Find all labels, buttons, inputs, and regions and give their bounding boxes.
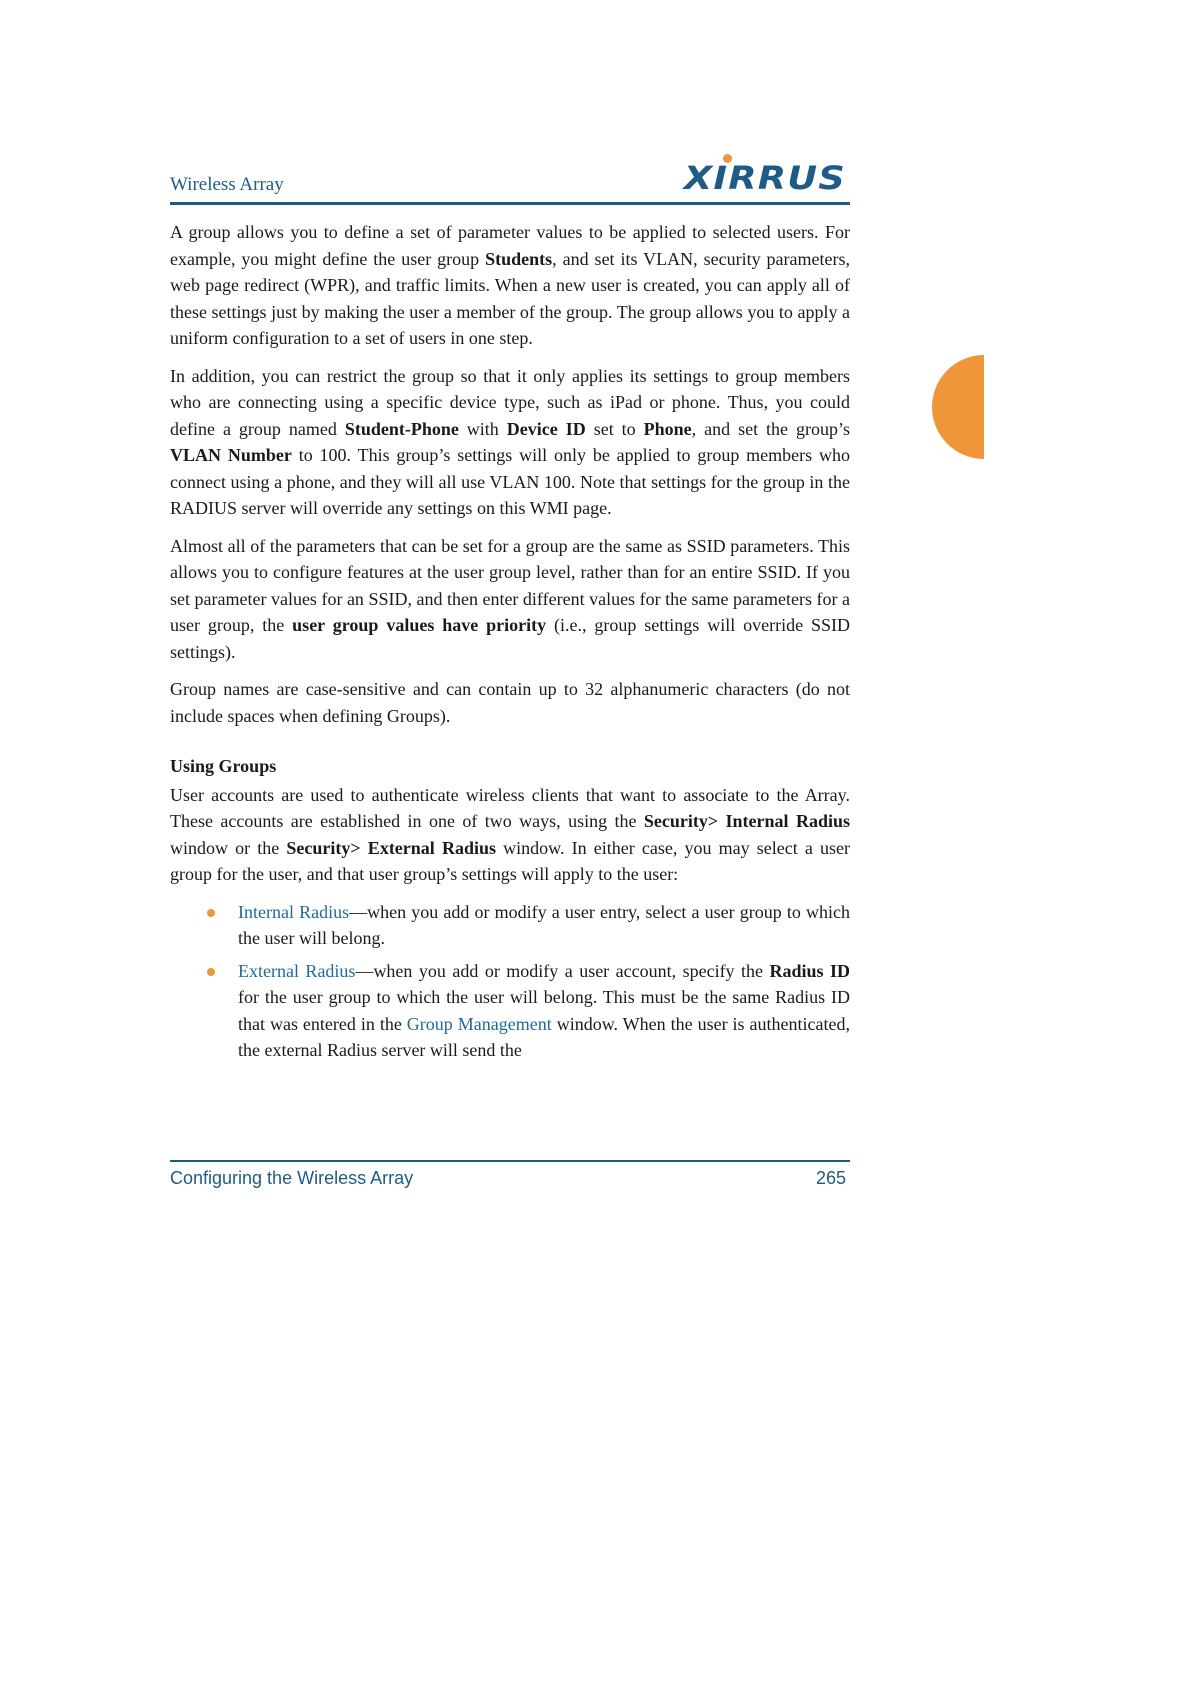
text-run: with bbox=[458, 418, 507, 439]
bold-term: user group values have priority bbox=[292, 615, 547, 635]
bold-term: Radius ID bbox=[769, 960, 850, 981]
chapter-tab bbox=[932, 355, 984, 459]
bold-term: Students bbox=[485, 248, 553, 269]
page-header bbox=[170, 150, 850, 202]
bold-term: Student-Phone bbox=[344, 418, 459, 439]
xirrus-logo: XIRRUS bbox=[683, 159, 846, 197]
text-run: window. When the user is authenticated, the external Radius server will send the bbox=[238, 1013, 850, 1060]
bold-term: VLAN Number bbox=[170, 445, 292, 465]
internal-radius-link[interactable]: Internal Radius bbox=[238, 901, 350, 922]
section-heading: Using Groups bbox=[170, 756, 277, 776]
text-run: In addition, you can restrict the group so that it only applies its settings to group members who are connecting using a specific device type, such as iPad or phone. Thus, you could define a group named bbox=[170, 365, 850, 439]
text-run: window. In either case, you may select a user group for the user, and that user group’s settings will apply to the user: bbox=[170, 837, 851, 884]
text-run: set to bbox=[585, 418, 644, 439]
bold-term: Phone bbox=[643, 418, 692, 439]
text-run: —when you add or modify a user entry, select a user group to which the user will belong. bbox=[238, 901, 850, 948]
text-run: for the user group to which the user will belong. This must be the same Radius ID that was entered in the bbox=[238, 987, 850, 1034]
text-run: —when you add or modify a user account, specify the bbox=[355, 960, 770, 981]
text-run: to 100. This group’s settings will only be applied to group members who connect using a phone, and they will all use VLAN 100. Note that settings for the group in the RADIUS server will override any settings on this WMI page. bbox=[170, 445, 851, 518]
text-run: , and set the group’s bbox=[691, 418, 850, 439]
paragraph-3 bbox=[170, 533, 850, 666]
bullet-icon bbox=[207, 968, 215, 976]
text-run: (i.e., group settings will override SSID settings). bbox=[170, 615, 850, 662]
paragraph-1 bbox=[170, 219, 850, 352]
section-intro bbox=[170, 782, 850, 888]
bold-term: Security> External Radius bbox=[286, 837, 496, 858]
header-title: Wireless Array bbox=[170, 174, 284, 195]
footer-row bbox=[170, 1162, 850, 1192]
text-run: A group allows you to define a set of parameter values to be applied to selected users. For example, you might define the user group bbox=[170, 222, 850, 269]
group-management-link[interactable]: Group Management bbox=[406, 1013, 552, 1034]
bold-term: Security> Internal Radius bbox=[643, 811, 850, 831]
bullet-icon bbox=[207, 909, 215, 917]
bold-term: Device ID bbox=[506, 418, 586, 439]
page-content bbox=[170, 150, 850, 1070]
paragraph-2 bbox=[170, 363, 850, 522]
footer-title: Configuring the Wireless Array bbox=[170, 1168, 414, 1188]
paragraph-4 bbox=[170, 676, 850, 729]
list-item bbox=[170, 958, 850, 1064]
header-rule bbox=[170, 202, 850, 205]
text-run: window or the bbox=[170, 837, 287, 858]
text-run: Almost all of the parameters that can be set for a group are the same as SSID parameters. This allows you to configure features at the user group level, rather than for an entire SSID. If you set parameter values for an SSID, and then enter different values for the same parameters for a user group, the bbox=[170, 535, 850, 635]
text-run: , and set its VLAN, security parameters, web page redirect (WPR), and traffic limits. When a new user is created, you can apply all of these settings just by making the user a member of the group. The group allows you to apply a uniform configuration to a set of users in one step. bbox=[170, 248, 850, 348]
body-text bbox=[170, 219, 850, 1064]
text-run: Group names are case-sensitive and can contain up to 32 alphanumeric characters (do not include spaces when defining Groups). bbox=[170, 679, 850, 726]
text-run: User accounts are used to authenticate wireless clients that want to associate to the Array. These accounts are established in one of two ways, using the bbox=[170, 784, 850, 831]
external-radius-link[interactable]: External Radius bbox=[238, 960, 356, 981]
page-footer bbox=[170, 1160, 850, 1192]
page-number: 265 bbox=[815, 1168, 846, 1188]
list-item bbox=[170, 899, 850, 952]
bullet-list bbox=[170, 899, 850, 1064]
